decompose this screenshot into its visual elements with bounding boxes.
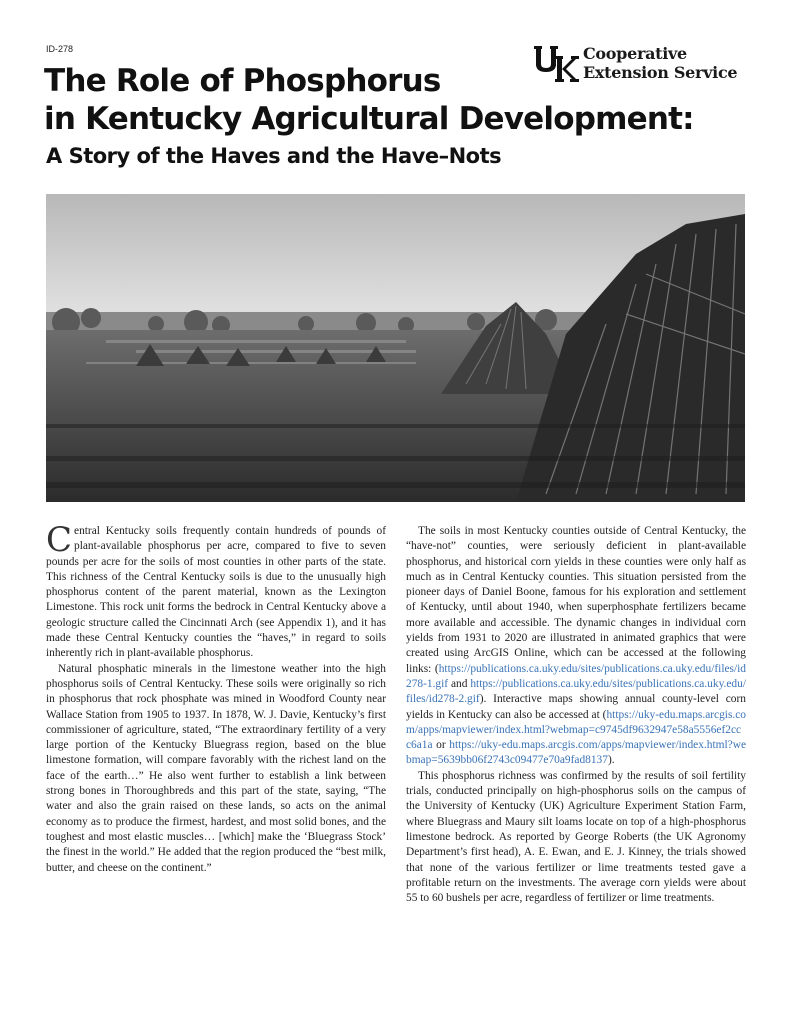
interactive-map-link-2[interactable]: https://uky-edu.maps.arcgis.com/apps/mapviewer/index.html?webmap=5639bb06f2743c09477e70a9fad8137	[406, 739, 746, 767]
paragraph-text: and	[448, 677, 471, 690]
logo-line-2: Extension Service	[583, 63, 738, 82]
paragraph-text: entral Kentucky soils frequently contain hundreds of pounds of plant-available phosphorus per acre, compared to five to seven pounds per acre for the soils of most counties in other parts of the state. This richness of the Central Kentucky soils is due to the unusually high phosphorus content of the parent material, known as the Lexington Limestone. This rock unit forms the bedrock in Central Kentucky above a geologic structure called the Cincinnati Arch (see Appendix 1), and it has made these Central Kentucky counties the “haves,” in regard to soils inherently rich in plant-available phosphorus.	[46, 525, 386, 660]
paragraph-text: ). Interactive maps showing annual county-level corn yields in Kentucky can also be accessed at (	[406, 693, 746, 721]
document-title	[44, 62, 744, 138]
column-right	[406, 524, 746, 906]
column-left	[46, 520, 386, 876]
animated-graphic-link-1[interactable]: https://publications.ca.uky.edu/sites/publications.ca.uky.edu/files/id278-1.gif	[406, 662, 746, 690]
logo-line-1: Cooperative	[583, 44, 687, 63]
paragraph	[406, 524, 746, 769]
document-id: ID-278	[46, 44, 74, 54]
paragraph	[46, 520, 386, 662]
paragraph-text: The soils in most Kentucky counties outside of Central Kentucky, the “have-not” counties, were seriously deficient in plant-available phosphorus, and historical corn yields in these counties were only half as much as in Central Kentucky counties. This situation persisted from the pioneer days of Daniel Boone, famous for his exploration and settlement of Kentucky, until about 1940, when superphosphate fertilizers became more available and accessible. The dynamic changes in individual corn yields from 1931 to 2020 are illustrated in animated graphics that were created using ArcGIS Online, which can be accessed at the following links: (	[406, 525, 746, 675]
paragraph-text: or	[432, 739, 450, 752]
drop-cap: C	[46, 520, 73, 560]
title-line-2: in Kentucky Agricultural Development:	[44, 101, 694, 137]
cornfield-photo	[46, 194, 745, 502]
paragraph: Natural phosphatic minerals in the limestone weather into the high phosphorus soils of Central Kentucky. These soils were originally so rich in phosphorus that rock phosphate was mined in Woodford County near Wallace Station from 1905 to 1937. In 1878, W. J. Davie, Kentucky’s first commissioner of agriculture, stated, “The extraordinary fertility of a very large portion of the Kentucky Bluegrass region, based on the blue limestone formation, will compare favorably with the richest land on the face of the earth…” He also went further to establish a link between strong bones in Thoroughbreds and this part of the state, saying, “The water and also the grain raised on these lands, so acts on the animal economy as to produce the firmest, hardest, and most solid bones, and the toughest and most elastic muscles… [which] make the ‘Bluegrass Stock’ the finest in the world.” He added that the region produced the “best milk, butter, and cheese on the continent.”	[46, 662, 386, 874]
animated-graphic-link-2[interactable]: https://publications.ca.uky.edu/sites/publications.ca.uky.edu/files/id278-2.gif	[406, 677, 746, 706]
paragraph: This phosphorus richness was confirmed by the results of soil fertility trials, conducted principally on high-phosphorus soils on the campus of the University of Kentucky (UK) Agriculture Experiment Station Farm, where Bluegrass and Maury silt loams locate on top of a high-phosphorus limestone bedrock. As reported by George Roberts (the UK Agronomy Department’s first head), A. E. Ewan, and E. J. Kinney, the trials showed that none of the various fertilizer or lime treatments tested gave a profitable return on the investments. The average corn yields were about 55 to 60 bushels per acre, regardless of fertilizer or lime treatments.	[406, 769, 746, 905]
interactive-map-link-1[interactable]: https://uky-edu.maps.arcgis.com/apps/mapviewer/index.html?webmap=c9745df9632947e58a5556ef2ccc6a1a	[406, 708, 746, 752]
title-line-1: The Role of Phosphorus	[44, 63, 441, 99]
document-subtitle: A Story of the Haves and the Have–Nots	[46, 144, 502, 168]
paragraph-text: ).	[607, 754, 615, 767]
